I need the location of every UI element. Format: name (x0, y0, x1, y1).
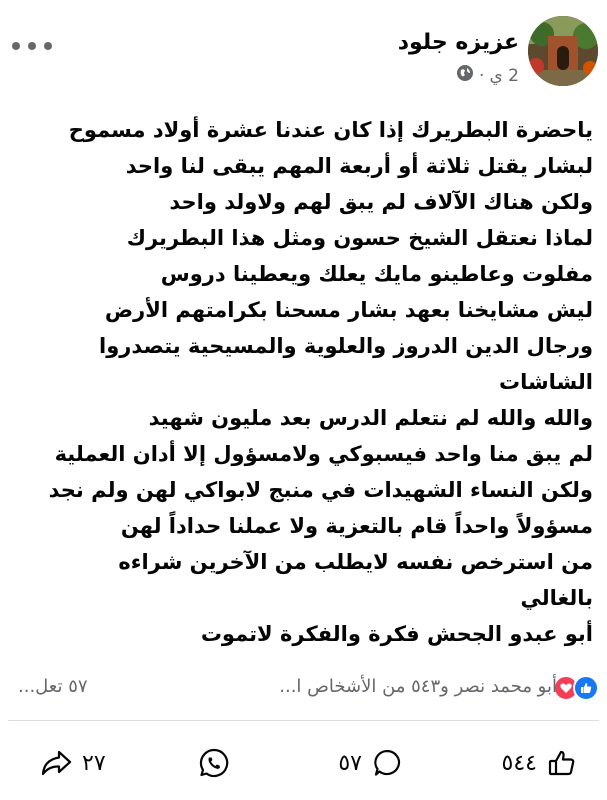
post-header (0, 0, 607, 100)
comment-icon (372, 748, 402, 778)
avatar[interactable] (528, 16, 598, 86)
post-line: مفلوت وعاطينو مايك يعلك ويعطينا دروس (160, 262, 593, 286)
share-icon (40, 748, 72, 778)
like-button[interactable] (502, 735, 577, 791)
post-line: لماذا نعتقل الشيخ حسون ومثل هذا البطريرك (126, 226, 593, 250)
action-bar (0, 735, 607, 791)
whatsapp-button[interactable] (198, 735, 230, 791)
reactions-bar[interactable] (0, 672, 607, 706)
post-line: أبو عبدو الجحش فكرة والفكرة لاتموت (200, 622, 593, 646)
post-line: الشاشات (499, 370, 593, 394)
post-line: ورجال الدين الدروز والعلوية والمسيحية يتصدروا (99, 334, 593, 358)
like-icon (573, 675, 599, 701)
meta-separator: · (479, 65, 485, 86)
post-line: ولكن هناك الآلاف لم يبق لهم ولاولد واحد (169, 190, 593, 214)
post-line: لم يبق منا واحد فيسبوكي ولامسؤول إلا أدان العملية (54, 442, 593, 466)
whatsapp-icon (198, 747, 230, 779)
reaction-icons[interactable] (559, 675, 599, 701)
share-button[interactable] (40, 735, 106, 791)
post-time[interactable]: 2 ي (489, 65, 519, 86)
globe-icon (456, 64, 474, 87)
author-name[interactable]: عزيزه جلود (397, 30, 519, 55)
post-line: لبشار يقتل ثلاثة أو أربعة المهم يبقى لنا واحد (125, 154, 593, 178)
share-count: ٢٧ (82, 750, 106, 776)
post-line: والله والله لم نتعلم الدرس بعد مليون شهيد (148, 406, 593, 430)
thumbs-up-icon (547, 748, 577, 778)
comments-summary[interactable]: ٥٧ تعل... (18, 676, 88, 697)
comment-button[interactable] (338, 735, 402, 791)
post-line: من استرخص نفسه لايطلب من الآخرين شراءه (118, 550, 593, 574)
post-line: مسؤولاً واحداً قام بالتعزية ولا عملنا حداداً لهن (120, 514, 593, 538)
more-dots-icon[interactable] (12, 38, 52, 54)
post-text (11, 112, 593, 652)
post-line: ولكن النساء الشهيدات في منبج لابواكي لهن ولم نجد (48, 478, 593, 502)
reactions-summary[interactable]: أبو محمد نصر و٥٤٣ من الأشخاص ا... (279, 676, 557, 697)
like-count: ٥٤٤ (501, 750, 537, 776)
post-meta (456, 64, 519, 87)
post-line: بالغالي (520, 586, 593, 610)
comment-count: ٥٧ (338, 750, 362, 776)
divider (8, 720, 599, 721)
post-line: ياحضرة البطريرك إذا كان عندنا عشرة أولاد مسموح (68, 118, 593, 142)
post-line: ليش مشايخنا بعهد بشار مسحنا بكرامتهم الأرض (104, 298, 593, 322)
